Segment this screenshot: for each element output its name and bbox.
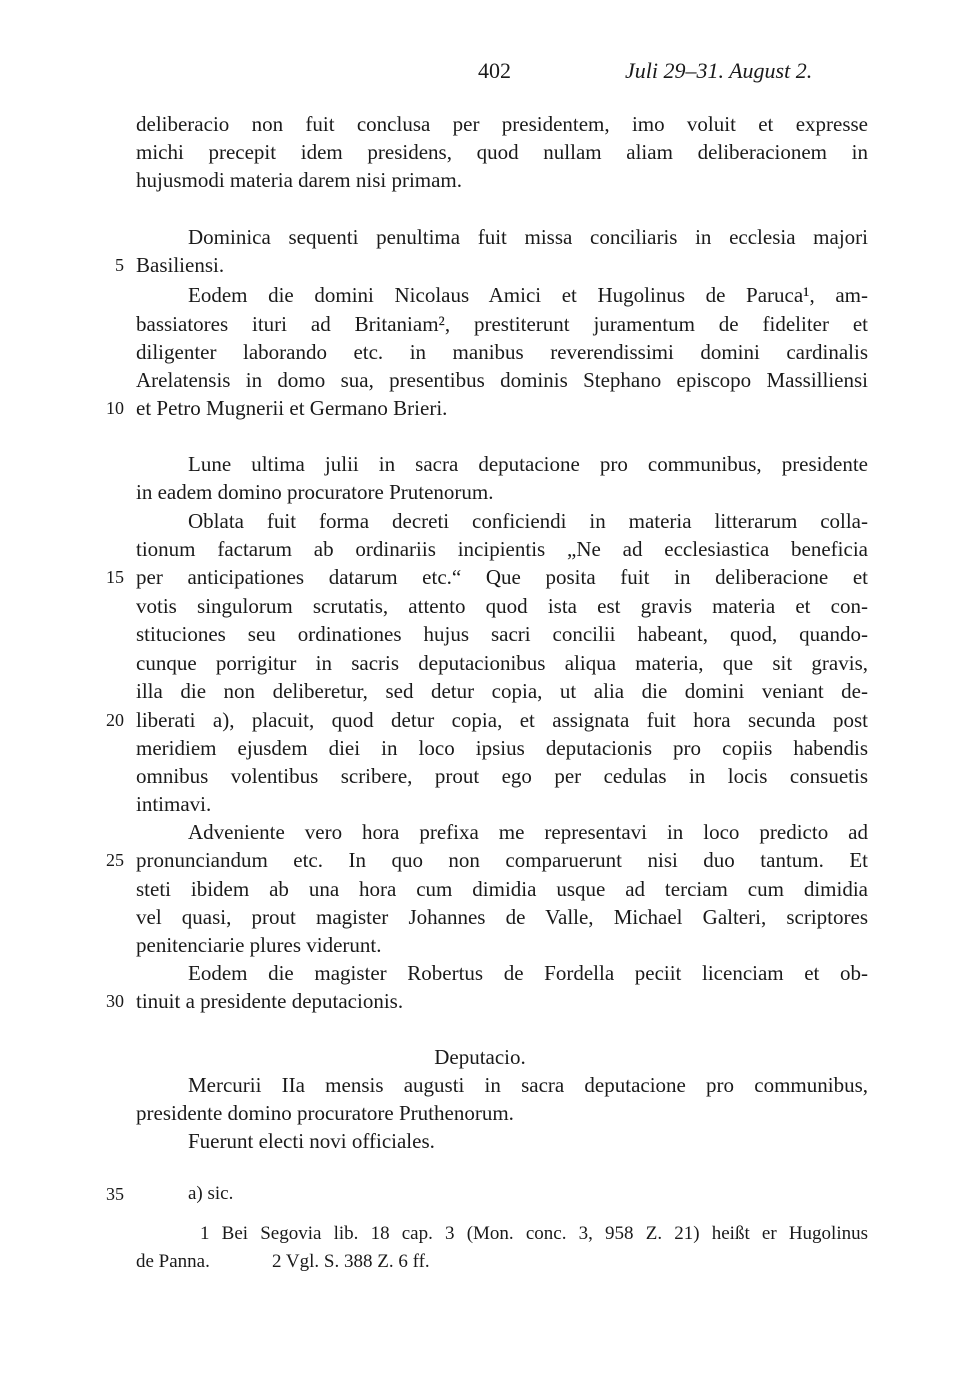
text-line: meridiem ejusdem diei in loco ipsius deputacionis pro copiis habendis xyxy=(136,736,868,760)
line-number: 25 xyxy=(106,850,124,870)
footnote-a: a) sic. xyxy=(188,1183,234,1204)
text-line: omnibus volentibus scribere, prout ego per cedulas in locis consuetis xyxy=(136,764,868,788)
text-line: votis singulorum scrutatis, attento quod ista est gravis materia et con- xyxy=(136,594,868,618)
running-header: Juli 29–31. August 2. xyxy=(625,58,813,83)
text-line: michi precepit idem presidens, quod nullam aliam deliberacionem in xyxy=(136,140,868,164)
text-line: Lune ultima julii in sacra deputacione pro communibus, presidente xyxy=(188,452,868,476)
text-line: in eadem domino procuratore Prutenorum. xyxy=(136,480,494,504)
text-line: per anticipationes datarum etc.“ Que posita fuit in deliberacione et xyxy=(136,565,868,589)
line-number: 30 xyxy=(106,991,124,1011)
text-line: Arelatensis in domo sua, presentibus dominis Stephano episcopo Massilliensi xyxy=(136,368,868,392)
text-line: intimavi. xyxy=(136,792,212,816)
text-line: Fuerunt electi novi officiales. xyxy=(188,1129,435,1153)
footnote-2: 2 Vgl. S. 388 Z. 6 ff. xyxy=(272,1251,430,1272)
text-line: Eodem die domini Nicolaus Amici et Hugolinus de Paruca¹, am- xyxy=(188,283,868,307)
footnote-1-continued: de Panna. xyxy=(136,1251,210,1272)
text-line: vel quasi, prout magister Johannes de Valle, Michael Galteri, scriptores xyxy=(136,905,868,929)
text-line: tinuit a presidente deputacionis. xyxy=(136,989,404,1013)
text-line: steti ibidem ab una hora cum dimidia usque ad terciam cum dimidia xyxy=(136,877,868,901)
text-line: pronunciandum etc. In quo non comparuerunt nisi duo tantum. Et xyxy=(136,848,868,872)
line-number: 15 xyxy=(106,567,124,587)
text-line: hujusmodi materia darem nisi primam. xyxy=(136,168,463,192)
text-line: Dominica sequenti penultima fuit missa conciliaris in ecclesia majori xyxy=(188,225,868,249)
line-number: 5 xyxy=(115,255,124,275)
line-number: 20 xyxy=(106,710,124,730)
text-line: stituciones seu ordinationes hujus sacri concilii habeant, quod, quando- xyxy=(136,622,868,646)
line-number: 35 xyxy=(106,1184,124,1204)
text-line: liberati a), placuit, quod detur copia, et assignata fuit hora secunda post xyxy=(136,708,868,732)
text-line: Oblata fuit forma decreti conficiendi in materia litterarum colla- xyxy=(188,509,868,533)
text-line: penitenciarie plures viderunt. xyxy=(136,933,382,957)
text-line: tionum factarum ab ordinariis incipientis „Ne ad ecclesiastica beneficia xyxy=(136,537,868,561)
text-line: Eodem die magister Robertus de Fordella peciit licenciam et ob- xyxy=(188,961,868,985)
text-line: Mercurii IIa mensis augusti in sacra deputacione pro communibus, xyxy=(188,1073,868,1097)
text-line: Basiliensi. xyxy=(136,253,225,277)
footnote-1: 1 Bei Segovia lib. 18 cap. 3 (Mon. conc. 3, 958 Z. 21) heißt er Hugolinus xyxy=(200,1223,868,1244)
text-line: bassiatores ituri ad Britaniam², prestiterunt juramentum de fideliter et xyxy=(136,312,868,336)
text-line: illa die non deliberetur, sed detur copia, ut alia die domini veniant de- xyxy=(136,679,868,703)
page-number: 402 xyxy=(478,58,511,83)
text-line: presidente domino procuratore Pruthenorum. xyxy=(136,1101,514,1125)
text-line: diligenter laborando etc. in manibus reverendissimi domini cardinalis xyxy=(136,340,868,364)
section-heading: Deputacio. xyxy=(434,1045,526,1069)
line-number: 10 xyxy=(106,398,124,418)
text-line: deliberacio non fuit conclusa per presidentem, imo voluit et expresse xyxy=(136,112,868,136)
text-line: Adveniente vero hora prefixa me representavi in loco predicto ad xyxy=(188,820,868,844)
text-line: cunque porrigitur in sacris deputacionibus aliqua materia, que sit gravis, xyxy=(136,651,868,675)
text-line: et Petro Mugnerii et Germano Brieri. xyxy=(136,396,448,420)
